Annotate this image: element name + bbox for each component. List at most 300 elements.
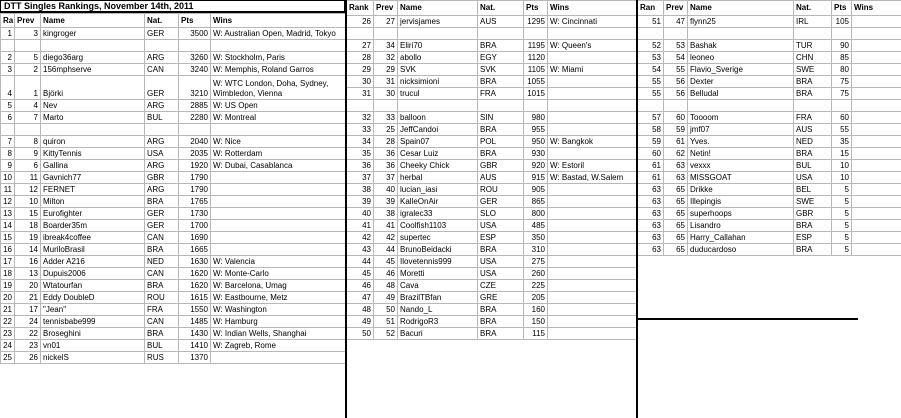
cell-wins[interactable]: W: Monte-Carlo <box>211 268 347 280</box>
cell-name[interactable]: superhoops <box>688 208 794 220</box>
cell-wins[interactable] <box>548 208 638 220</box>
cell-name[interactable]: Eliri70 <box>398 40 478 52</box>
cell-name[interactable]: Netin! <box>688 148 794 160</box>
cell-pts[interactable] <box>832 100 852 112</box>
cell-prev[interactable]: 27 <box>374 16 398 28</box>
cell-nat[interactable]: CAN <box>145 316 179 328</box>
cell-wins[interactable] <box>548 148 638 160</box>
cell-pts[interactable]: 1630 <box>179 256 211 268</box>
cell-nat[interactable]: ESP <box>478 232 524 244</box>
cell-name[interactable]: abollo <box>398 52 478 64</box>
cell-prev[interactable]: 45 <box>374 256 398 268</box>
cell-pts[interactable]: 1665 <box>179 244 211 256</box>
cell-nat[interactable]: ESP <box>794 232 832 244</box>
cell-nat[interactable]: ARG <box>145 160 179 172</box>
cell-nat[interactable]: BRA <box>478 244 524 256</box>
cell-name[interactable]: Milton <box>41 196 145 208</box>
cell-rank[interactable]: 2 <box>1 52 15 64</box>
cell-nat[interactable]: USA <box>478 268 524 280</box>
cell-name[interactable]: Nev <box>41 100 145 112</box>
cell-pts[interactable]: 5 <box>832 232 852 244</box>
cell-rank[interactable]: 47 <box>347 292 374 304</box>
cell-rank[interactable] <box>347 100 374 112</box>
cell-wins[interactable] <box>852 28 901 40</box>
cell-rank[interactable]: 43 <box>347 244 374 256</box>
cell-wins[interactable] <box>852 232 901 244</box>
cell-pts[interactable]: 1485 <box>179 316 211 328</box>
cell-nat[interactable]: POL <box>478 136 524 148</box>
cell-name[interactable]: diego36arg <box>41 52 145 64</box>
cell-name[interactable]: ibreak4coffee <box>41 232 145 244</box>
cell-pts[interactable]: 55 <box>832 124 852 136</box>
cell-prev[interactable]: 60 <box>664 112 688 124</box>
cell-rank[interactable]: 25 <box>1 352 15 364</box>
cell-wins[interactable] <box>548 280 638 292</box>
cell-rank[interactable]: 19 <box>1 280 15 292</box>
cell-wins[interactable] <box>211 208 347 220</box>
cell-nat[interactable]: BRA <box>478 316 524 328</box>
cell-prev[interactable]: 23 <box>15 340 41 352</box>
cell-nat[interactable]: FRA <box>478 88 524 100</box>
cell-pts[interactable]: 35 <box>832 136 852 148</box>
cell-nat[interactable]: FRA <box>145 304 179 316</box>
cell-rank[interactable]: 53 <box>638 52 664 64</box>
cell-rank[interactable]: 51 <box>638 16 664 28</box>
cell-wins[interactable] <box>211 352 347 364</box>
cell-wins[interactable] <box>548 328 638 340</box>
cell-pts[interactable]: 1790 <box>179 184 211 196</box>
cell-pts[interactable]: 15 <box>832 148 852 160</box>
cell-rank[interactable]: 30 <box>347 76 374 88</box>
cell-pts[interactable]: 10 <box>832 160 852 172</box>
cell-prev[interactable]: 51 <box>374 316 398 328</box>
cell-nat[interactable]: BRA <box>478 124 524 136</box>
cell-prev[interactable]: 39 <box>374 196 398 208</box>
cell-rank[interactable]: 14 <box>1 220 15 232</box>
cell-nat[interactable]: CAN <box>145 268 179 280</box>
cell-prev[interactable]: 65 <box>664 196 688 208</box>
cell-prev[interactable]: 10 <box>15 196 41 208</box>
cell-nat[interactable]: BRA <box>145 328 179 340</box>
cell-wins[interactable]: W: WTC London, Doha, Sydney, Wimbledon, Vienna <box>211 76 347 100</box>
cell-wins[interactable] <box>852 148 901 160</box>
cell-wins[interactable]: W: Cincinnati <box>548 16 638 28</box>
cell-nat[interactable] <box>794 100 832 112</box>
cell-pts[interactable]: 150 <box>524 316 548 328</box>
cell-wins[interactable] <box>852 220 901 232</box>
cell-pts[interactable]: 10 <box>832 172 852 184</box>
cell-wins[interactable] <box>852 76 901 88</box>
cell-pts[interactable]: 2280 <box>179 112 211 124</box>
cell-prev[interactable]: 25 <box>374 124 398 136</box>
cell-nat[interactable]: USA <box>145 148 179 160</box>
header-name[interactable]: Name <box>398 1 478 16</box>
cell-prev[interactable]: 30 <box>374 88 398 100</box>
cell-prev[interactable]: 65 <box>664 208 688 220</box>
cell-prev[interactable] <box>374 100 398 112</box>
cell-nat[interactable]: BEL <box>794 184 832 196</box>
cell-prev[interactable]: 26 <box>15 352 41 364</box>
cell-rank[interactable]: 41 <box>347 220 374 232</box>
cell-prev[interactable]: 56 <box>664 88 688 100</box>
cell-pts[interactable]: 1015 <box>524 88 548 100</box>
cell-pts[interactable]: 2035 <box>179 148 211 160</box>
cell-wins[interactable] <box>548 76 638 88</box>
cell-rank[interactable]: 49 <box>347 316 374 328</box>
cell-nat[interactable]: GER <box>145 220 179 232</box>
cell-name[interactable] <box>688 100 794 112</box>
cell-prev[interactable]: 50 <box>374 304 398 316</box>
cell-pts[interactable]: 115 <box>524 328 548 340</box>
cell-name[interactable]: kingroger <box>41 28 145 40</box>
cell-wins[interactable]: W: Montreal <box>211 112 347 124</box>
cell-name[interactable]: flynn25 <box>688 16 794 28</box>
cell-prev[interactable]: 65 <box>664 232 688 244</box>
cell-pts[interactable]: 60 <box>832 112 852 124</box>
cell-prev[interactable]: 7 <box>15 112 41 124</box>
cell-wins[interactable] <box>548 52 638 64</box>
cell-name[interactable]: vn01 <box>41 340 145 352</box>
cell-name[interactable]: herbal <box>398 172 478 184</box>
cell-prev[interactable]: 18 <box>15 220 41 232</box>
header-pts[interactable]: Pts <box>524 1 548 16</box>
cell-nat[interactable]: CAN <box>145 232 179 244</box>
cell-nat[interactable]: BRA <box>478 76 524 88</box>
cell-name[interactable]: duducardoso <box>688 244 794 256</box>
cell-wins[interactable] <box>548 304 638 316</box>
cell-prev[interactable]: 36 <box>374 148 398 160</box>
cell-nat[interactable]: ARG <box>145 100 179 112</box>
cell-wins[interactable]: W: Hamburg <box>211 316 347 328</box>
cell-nat[interactable]: BRA <box>478 304 524 316</box>
cell-pts[interactable]: 5 <box>832 220 852 232</box>
cell-wins[interactable] <box>548 100 638 112</box>
cell-name[interactable]: Eurofighter <box>41 208 145 220</box>
cell-name[interactable]: quiron <box>41 136 145 148</box>
cell-nat[interactable]: ARG <box>145 136 179 148</box>
cell-wins[interactable]: W: Nice <box>211 136 347 148</box>
cell-prev[interactable]: 9 <box>15 148 41 160</box>
cell-rank[interactable]: 63 <box>638 232 664 244</box>
cell-prev[interactable]: 28 <box>374 136 398 148</box>
header-pts[interactable]: Pts <box>832 1 852 16</box>
cell-nat[interactable]: CHN <box>794 52 832 64</box>
header-name[interactable]: Name <box>688 1 794 16</box>
cell-wins[interactable] <box>852 52 901 64</box>
cell-wins[interactable] <box>852 16 901 28</box>
cell-name[interactable] <box>41 40 145 52</box>
cell-prev[interactable]: 1 <box>15 76 41 100</box>
cell-nat[interactable] <box>145 40 179 52</box>
cell-pts[interactable]: 2885 <box>179 100 211 112</box>
header-nat[interactable]: Nat. <box>794 1 832 16</box>
cell-prev[interactable]: 24 <box>15 316 41 328</box>
cell-prev[interactable]: 62 <box>664 148 688 160</box>
cell-nat[interactable]: ARG <box>145 184 179 196</box>
cell-rank[interactable]: 8 <box>1 148 15 160</box>
cell-nat[interactable]: ARG <box>145 52 179 64</box>
cell-wins[interactable] <box>548 292 638 304</box>
cell-nat[interactable] <box>794 28 832 40</box>
cell-prev[interactable]: 21 <box>15 292 41 304</box>
cell-name[interactable]: supertec <box>398 232 478 244</box>
header-prev[interactable]: Prev <box>15 14 41 28</box>
cell-name[interactable]: Björki <box>41 76 145 100</box>
cell-wins[interactable] <box>548 256 638 268</box>
cell-name[interactable]: Marto <box>41 112 145 124</box>
cell-wins[interactable] <box>211 172 347 184</box>
cell-rank[interactable]: 55 <box>638 76 664 88</box>
cell-pts[interactable]: 160 <box>524 304 548 316</box>
cell-prev[interactable]: 31 <box>374 76 398 88</box>
cell-rank[interactable]: 7 <box>1 136 15 148</box>
cell-prev[interactable]: 36 <box>374 160 398 172</box>
cell-pts[interactable]: 1120 <box>524 52 548 64</box>
cell-rank[interactable]: 33 <box>347 124 374 136</box>
cell-rank[interactable]: 26 <box>347 16 374 28</box>
cell-pts[interactable]: 75 <box>832 76 852 88</box>
cell-wins[interactable] <box>852 64 901 76</box>
cell-name[interactable]: FERNET <box>41 184 145 196</box>
cell-wins[interactable]: W: Indian Wells, Shanghai <box>211 328 347 340</box>
cell-rank[interactable]: 36 <box>347 160 374 172</box>
cell-pts[interactable]: 1620 <box>179 268 211 280</box>
cell-name[interactable] <box>688 28 794 40</box>
cell-rank[interactable]: 28 <box>347 52 374 64</box>
cell-prev[interactable]: 33 <box>374 112 398 124</box>
cell-nat[interactable]: GER <box>478 196 524 208</box>
cell-rank[interactable]: 17 <box>1 256 15 268</box>
cell-wins[interactable] <box>852 40 901 52</box>
cell-pts[interactable]: 800 <box>524 208 548 220</box>
cell-rank[interactable]: 31 <box>347 88 374 100</box>
cell-name[interactable] <box>398 100 478 112</box>
cell-nat[interactable]: BRA <box>794 76 832 88</box>
header-wins[interactable]: Wins <box>852 1 901 16</box>
cell-prev[interactable]: 65 <box>664 220 688 232</box>
header-wins[interactable]: Wins <box>211 14 347 28</box>
cell-pts[interactable]: 2040 <box>179 136 211 148</box>
cell-pts[interactable]: 5 <box>832 208 852 220</box>
cell-rank[interactable]: 52 <box>638 40 664 52</box>
cell-pts[interactable]: 275 <box>524 256 548 268</box>
header-nat[interactable]: Nat. <box>478 1 524 16</box>
cell-rank[interactable]: 1 <box>1 28 15 40</box>
cell-rank[interactable] <box>1 40 15 52</box>
cell-rank[interactable]: 60 <box>638 148 664 160</box>
cell-prev[interactable]: 65 <box>664 244 688 256</box>
cell-name[interactable]: Harry_Callahan <box>688 232 794 244</box>
cell-wins[interactable] <box>548 28 638 40</box>
cell-pts[interactable]: 915 <box>524 172 548 184</box>
cell-nat[interactable]: BRA <box>794 148 832 160</box>
cell-pts[interactable]: 3260 <box>179 52 211 64</box>
cell-wins[interactable] <box>852 124 901 136</box>
cell-nat[interactable]: AUS <box>478 16 524 28</box>
cell-wins[interactable] <box>852 160 901 172</box>
cell-pts[interactable]: 955 <box>524 124 548 136</box>
cell-prev[interactable]: 20 <box>15 280 41 292</box>
cell-name[interactable]: nickelS <box>41 352 145 364</box>
header-prev[interactable]: Prev <box>664 1 688 16</box>
cell-rank[interactable]: 38 <box>347 184 374 196</box>
cell-name[interactable]: Nando_L <box>398 304 478 316</box>
cell-name[interactable]: SVK <box>398 64 478 76</box>
cell-nat[interactable]: CZE <box>478 280 524 292</box>
cell-prev[interactable]: 19 <box>15 232 41 244</box>
cell-rank[interactable]: 24 <box>1 340 15 352</box>
cell-rank[interactable]: 46 <box>347 280 374 292</box>
cell-pts[interactable]: 980 <box>524 112 548 124</box>
cell-wins[interactable]: W: Barcelona, Umag <box>211 280 347 292</box>
cell-pts[interactable]: 1790 <box>179 172 211 184</box>
cell-nat[interactable]: GBR <box>145 172 179 184</box>
cell-name[interactable]: Adder A216 <box>41 256 145 268</box>
cell-pts[interactable]: 1615 <box>179 292 211 304</box>
cell-wins[interactable] <box>548 112 638 124</box>
cell-rank[interactable]: 63 <box>638 208 664 220</box>
cell-prev[interactable] <box>664 100 688 112</box>
cell-pts[interactable]: 1765 <box>179 196 211 208</box>
cell-prev[interactable]: 41 <box>374 220 398 232</box>
cell-wins[interactable]: W: Zagreb, Rome <box>211 340 347 352</box>
cell-name[interactable]: Dupuis2006 <box>41 268 145 280</box>
cell-prev[interactable]: 48 <box>374 280 398 292</box>
cell-rank[interactable]: 13 <box>1 208 15 220</box>
cell-pts[interactable]: 3240 <box>179 64 211 76</box>
cell-nat[interactable]: NED <box>794 136 832 148</box>
cell-name[interactable]: lucian_iasi <box>398 184 478 196</box>
cell-nat[interactable]: ROU <box>478 184 524 196</box>
cell-wins[interactable] <box>548 316 638 328</box>
cell-wins[interactable] <box>852 136 901 148</box>
cell-rank[interactable]: 20 <box>1 292 15 304</box>
cell-pts[interactable]: 85 <box>832 52 852 64</box>
cell-rank[interactable]: 10 <box>1 172 15 184</box>
cell-pts[interactable]: 1195 <box>524 40 548 52</box>
cell-nat[interactable]: ROU <box>145 292 179 304</box>
cell-rank[interactable]: 32 <box>347 112 374 124</box>
cell-name[interactable]: leoneo <box>688 52 794 64</box>
cell-rank[interactable]: 63 <box>638 184 664 196</box>
cell-nat[interactable]: SWE <box>794 64 832 76</box>
cell-pts[interactable]: 1690 <box>179 232 211 244</box>
cell-rank[interactable]: 40 <box>347 208 374 220</box>
cell-rank[interactable]: 63 <box>638 220 664 232</box>
cell-nat[interactable]: BRA <box>478 328 524 340</box>
cell-name[interactable]: Cesar Luiz <box>398 148 478 160</box>
cell-name[interactable]: Flavio_Sverige <box>688 64 794 76</box>
cell-wins[interactable] <box>211 196 347 208</box>
cell-prev[interactable]: 40 <box>374 184 398 196</box>
cell-wins[interactable] <box>852 208 901 220</box>
cell-rank[interactable]: 63 <box>638 244 664 256</box>
cell-name[interactable]: RodrigoR3 <box>398 316 478 328</box>
cell-rank[interactable]: 42 <box>347 232 374 244</box>
cell-wins[interactable]: W: Bastad, W.Salem <box>548 172 638 184</box>
cell-rank[interactable]: 57 <box>638 112 664 124</box>
cell-rank[interactable]: 9 <box>1 160 15 172</box>
cell-rank[interactable]: 29 <box>347 64 374 76</box>
cell-wins[interactable]: W: Valencia <box>211 256 347 268</box>
cell-rank[interactable]: 5 <box>1 100 15 112</box>
cell-pts[interactable] <box>524 28 548 40</box>
cell-nat[interactable]: GBR <box>794 208 832 220</box>
header-wins[interactable]: Wins <box>548 1 638 16</box>
cell-pts[interactable]: 1920 <box>179 160 211 172</box>
cell-wins[interactable] <box>852 196 901 208</box>
cell-name[interactable]: Broseghini <box>41 328 145 340</box>
cell-prev[interactable]: 11 <box>15 172 41 184</box>
cell-pts[interactable]: 485 <box>524 220 548 232</box>
cell-name[interactable]: Gavnich77 <box>41 172 145 184</box>
cell-pts[interactable]: 3500 <box>179 28 211 40</box>
cell-pts[interactable]: 260 <box>524 268 548 280</box>
cell-wins[interactable] <box>548 268 638 280</box>
cell-wins[interactable]: W: Stockholm, Paris <box>211 52 347 64</box>
cell-nat[interactable]: BUL <box>145 340 179 352</box>
cell-rank[interactable]: 12 <box>1 196 15 208</box>
cell-wins[interactable] <box>548 196 638 208</box>
cell-pts[interactable]: 1730 <box>179 208 211 220</box>
cell-name[interactable]: Toooom <box>688 112 794 124</box>
cell-wins[interactable] <box>852 112 901 124</box>
cell-name[interactable]: Drikke <box>688 184 794 196</box>
cell-name[interactable]: igralec33 <box>398 208 478 220</box>
cell-prev[interactable]: 53 <box>664 40 688 52</box>
cell-pts[interactable]: 3210 <box>179 76 211 100</box>
cell-rank[interactable]: 11 <box>1 184 15 196</box>
cell-name[interactable]: Lisandro <box>688 220 794 232</box>
cell-wins[interactable]: W: US Open <box>211 100 347 112</box>
header-prev[interactable]: Prev <box>374 1 398 16</box>
cell-nat[interactable]: RUS <box>145 352 179 364</box>
cell-name[interactable]: MISSGOAT <box>688 172 794 184</box>
cell-prev[interactable]: 8 <box>15 136 41 148</box>
cell-pts[interactable]: 225 <box>524 280 548 292</box>
cell-pts[interactable] <box>524 100 548 112</box>
cell-nat[interactable]: USA <box>478 220 524 232</box>
cell-name[interactable]: BrunoBeidacki <box>398 244 478 256</box>
cell-wins[interactable]: W: Dubai, Casablanca <box>211 160 347 172</box>
header-name[interactable]: Name <box>41 14 145 28</box>
cell-name[interactable]: KittyTennis <box>41 148 145 160</box>
cell-rank[interactable]: 39 <box>347 196 374 208</box>
cell-rank[interactable] <box>347 28 374 40</box>
cell-nat[interactable]: BRA <box>145 280 179 292</box>
cell-nat[interactable] <box>478 28 524 40</box>
cell-name[interactable]: 156mphserve <box>41 64 145 76</box>
cell-nat[interactable]: BRA <box>145 196 179 208</box>
cell-wins[interactable] <box>548 232 638 244</box>
cell-name[interactable]: JeffCandoi <box>398 124 478 136</box>
cell-name[interactable]: Moretti <box>398 268 478 280</box>
cell-rank[interactable]: 50 <box>347 328 374 340</box>
cell-prev[interactable]: 2 <box>15 64 41 76</box>
cell-pts[interactable]: 75 <box>832 88 852 100</box>
cell-wins[interactable] <box>548 184 638 196</box>
cell-rank[interactable]: 37 <box>347 172 374 184</box>
cell-pts[interactable]: 1055 <box>524 76 548 88</box>
cell-wins[interactable]: W: Queen's <box>548 40 638 52</box>
cell-nat[interactable]: BRA <box>794 220 832 232</box>
cell-prev[interactable]: 54 <box>664 52 688 64</box>
cell-name[interactable]: Cheeky Chick <box>398 160 478 172</box>
cell-prev[interactable]: 14 <box>15 244 41 256</box>
cell-nat[interactable]: NED <box>145 256 179 268</box>
cell-nat[interactable]: EGY <box>478 52 524 64</box>
cell-name[interactable]: Spain07 <box>398 136 478 148</box>
